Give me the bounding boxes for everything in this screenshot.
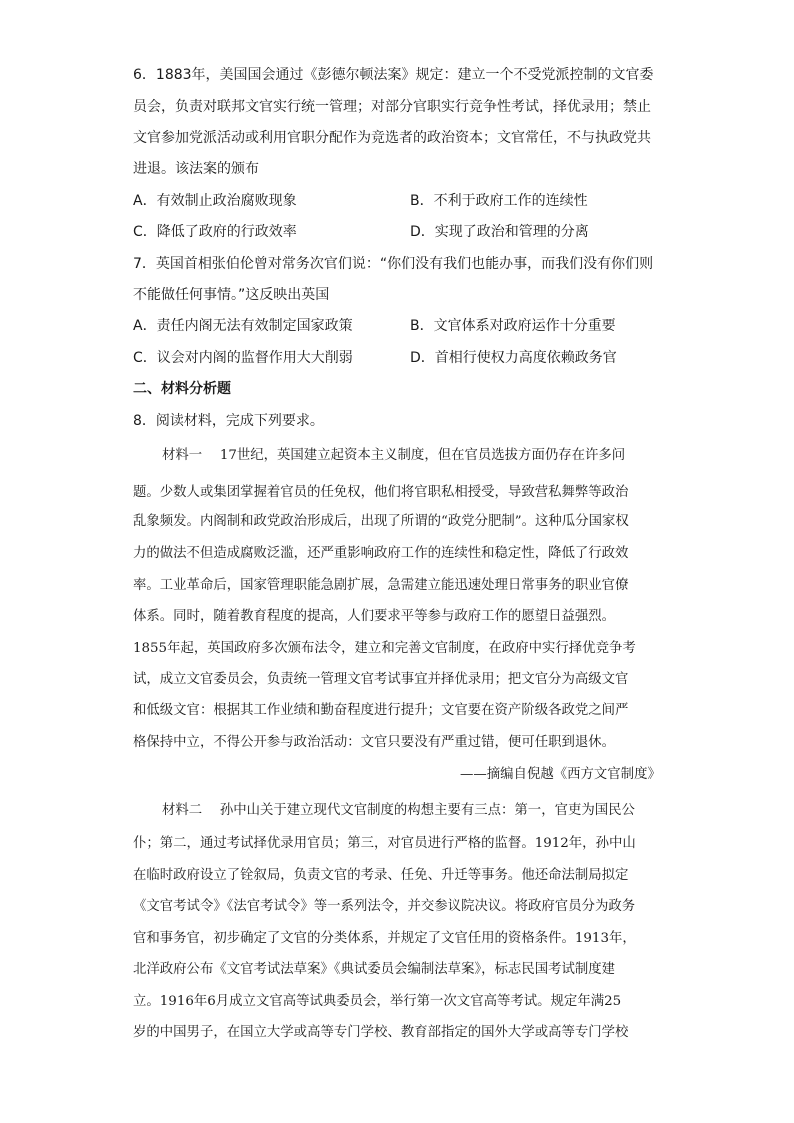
- q6-line-4: 进退。该法案的颁布: [133, 161, 259, 177]
- material2-line-5: 官和事务官，初步确定了文官的分类体系，并规定了文官任用的资格条件。1913年，: [133, 931, 636, 946]
- q6-line-1: 6．1883年，美国国会通过《彭德尔顿法案》规定：建立一个不受党派控制的文官委: [133, 67, 654, 83]
- material1-line-8: 试，成立文官委员会，负责统一管理文官考试事宜并择优录用；把文官分为高级文官: [133, 672, 629, 687]
- q6-option-a[interactable]: A．有效制止政治腐败现象: [133, 193, 297, 209]
- q7-option-c[interactable]: C．议会对内阁的监督作用大大削弱: [133, 350, 353, 366]
- material1-line-5: 率。工业革命后，国家管理职能急剧扩展，急需建立能迅速处理日常事务的职业官僚: [133, 578, 629, 593]
- material1-line-9: 和低级文官：根据其工作业绩和勤奋程度进行提升；文官要在资产阶级各政党之间严: [133, 703, 629, 718]
- q7-option-d[interactable]: D．首相行使权力高度依赖政务官: [410, 350, 617, 366]
- q7-line-2: 不能做任何事情。”这反映出英国: [133, 287, 330, 303]
- q7-option-b[interactable]: B．文官体系对政府运作十分重要: [410, 318, 616, 334]
- q7-line-1: 7．英国首相张伯伦曾对常务次官们说：“你们没有我们也能办事，而我们没有你们则: [133, 256, 654, 272]
- material1-line-6: 体系。同时，随着教育程度的提高，人们要求平等参与政府工作的愿望日益强烈。: [133, 609, 616, 624]
- section-title: 二、材料分析题: [133, 381, 231, 397]
- q6-line-2: 员会，负责对联邦文官实行统一管理；对部分官职实行竞争性考试，择优录用；禁止: [133, 99, 651, 115]
- material1-line-10: 格保持中立，不得公开参与政治活动：文官只要没有严重过错，便可任职到退休。: [133, 735, 616, 750]
- material1-line-3: 乱象频发。内阁制和政党政治形成后，出现了所谓的“政党分肥制”。这种瓜分国家权: [133, 514, 629, 529]
- material1-line-2: 题。少数人或集团掌握着官员的任免权，他们将官职私相授受，导致营私舞弊等政治: [133, 485, 629, 500]
- material2-line-2: 仆；第二，通过考试择优录用官员；第三，对官员进行严格的监督。1912年，孙中山: [133, 836, 636, 851]
- material1-line-4: 力的做法不但造成腐败泛滥，还严重影响政府工作的连续性和稳定性，降低了行政效: [133, 546, 629, 561]
- material1-line-7: 1855年起，英国政府多次颁布法令，建立和完善文官制度，在政府中实行择优竞争考: [133, 641, 636, 656]
- material2-line-6: 北洋政府公布《文官考试法草案》《典试委员会编制法草案》，标志民国考试制度建: [133, 962, 616, 977]
- material2-line-4: 《文官考试令》《法官考试令》等一系列法令，并交参议院决议。将政府官员分为政务: [133, 899, 636, 914]
- q6-line-3: 文官参加党派活动或利用官职分配作为竞选者的政治资本；文官常任，不与执政党共: [133, 130, 651, 146]
- material2-line-8: 岁的中国男子，在国立大学或高等专门学校、教育部指定的国外大学或高等专门学校: [133, 1025, 629, 1040]
- q8-stem: 8．阅读材料，完成下列要求。: [133, 413, 324, 429]
- material2-line-3: 在临时政府设立了铨叙局，负责文官的考录、任免、升迁等事务。他还命法制局拟定: [133, 868, 629, 883]
- material2-line-7: 立。1916年6月成立文官高等试典委员会，举行第一次文官高等考试。规定年满25: [133, 994, 622, 1009]
- material1-source: ——摘编自倪越《西方文官制度》: [460, 767, 661, 782]
- q6-option-c[interactable]: C．降低了政府的行政效率: [133, 224, 297, 240]
- material1-line-1: 材料一 17世纪，英国建立起资本主义制度，但在官员选拔方面仍存在许多问: [162, 448, 626, 463]
- q6-option-b[interactable]: B．不利于政府工作的连续性: [410, 193, 588, 209]
- material2-line-1: 材料二 孙中山关于建立现代文官制度的构想主要有三点：第一，官吏为国民公: [162, 803, 635, 818]
- q7-option-a[interactable]: A．责任内阁无法有效制定国家政策: [133, 318, 353, 334]
- q6-option-d[interactable]: D．实现了政治和管理的分离: [410, 224, 589, 240]
